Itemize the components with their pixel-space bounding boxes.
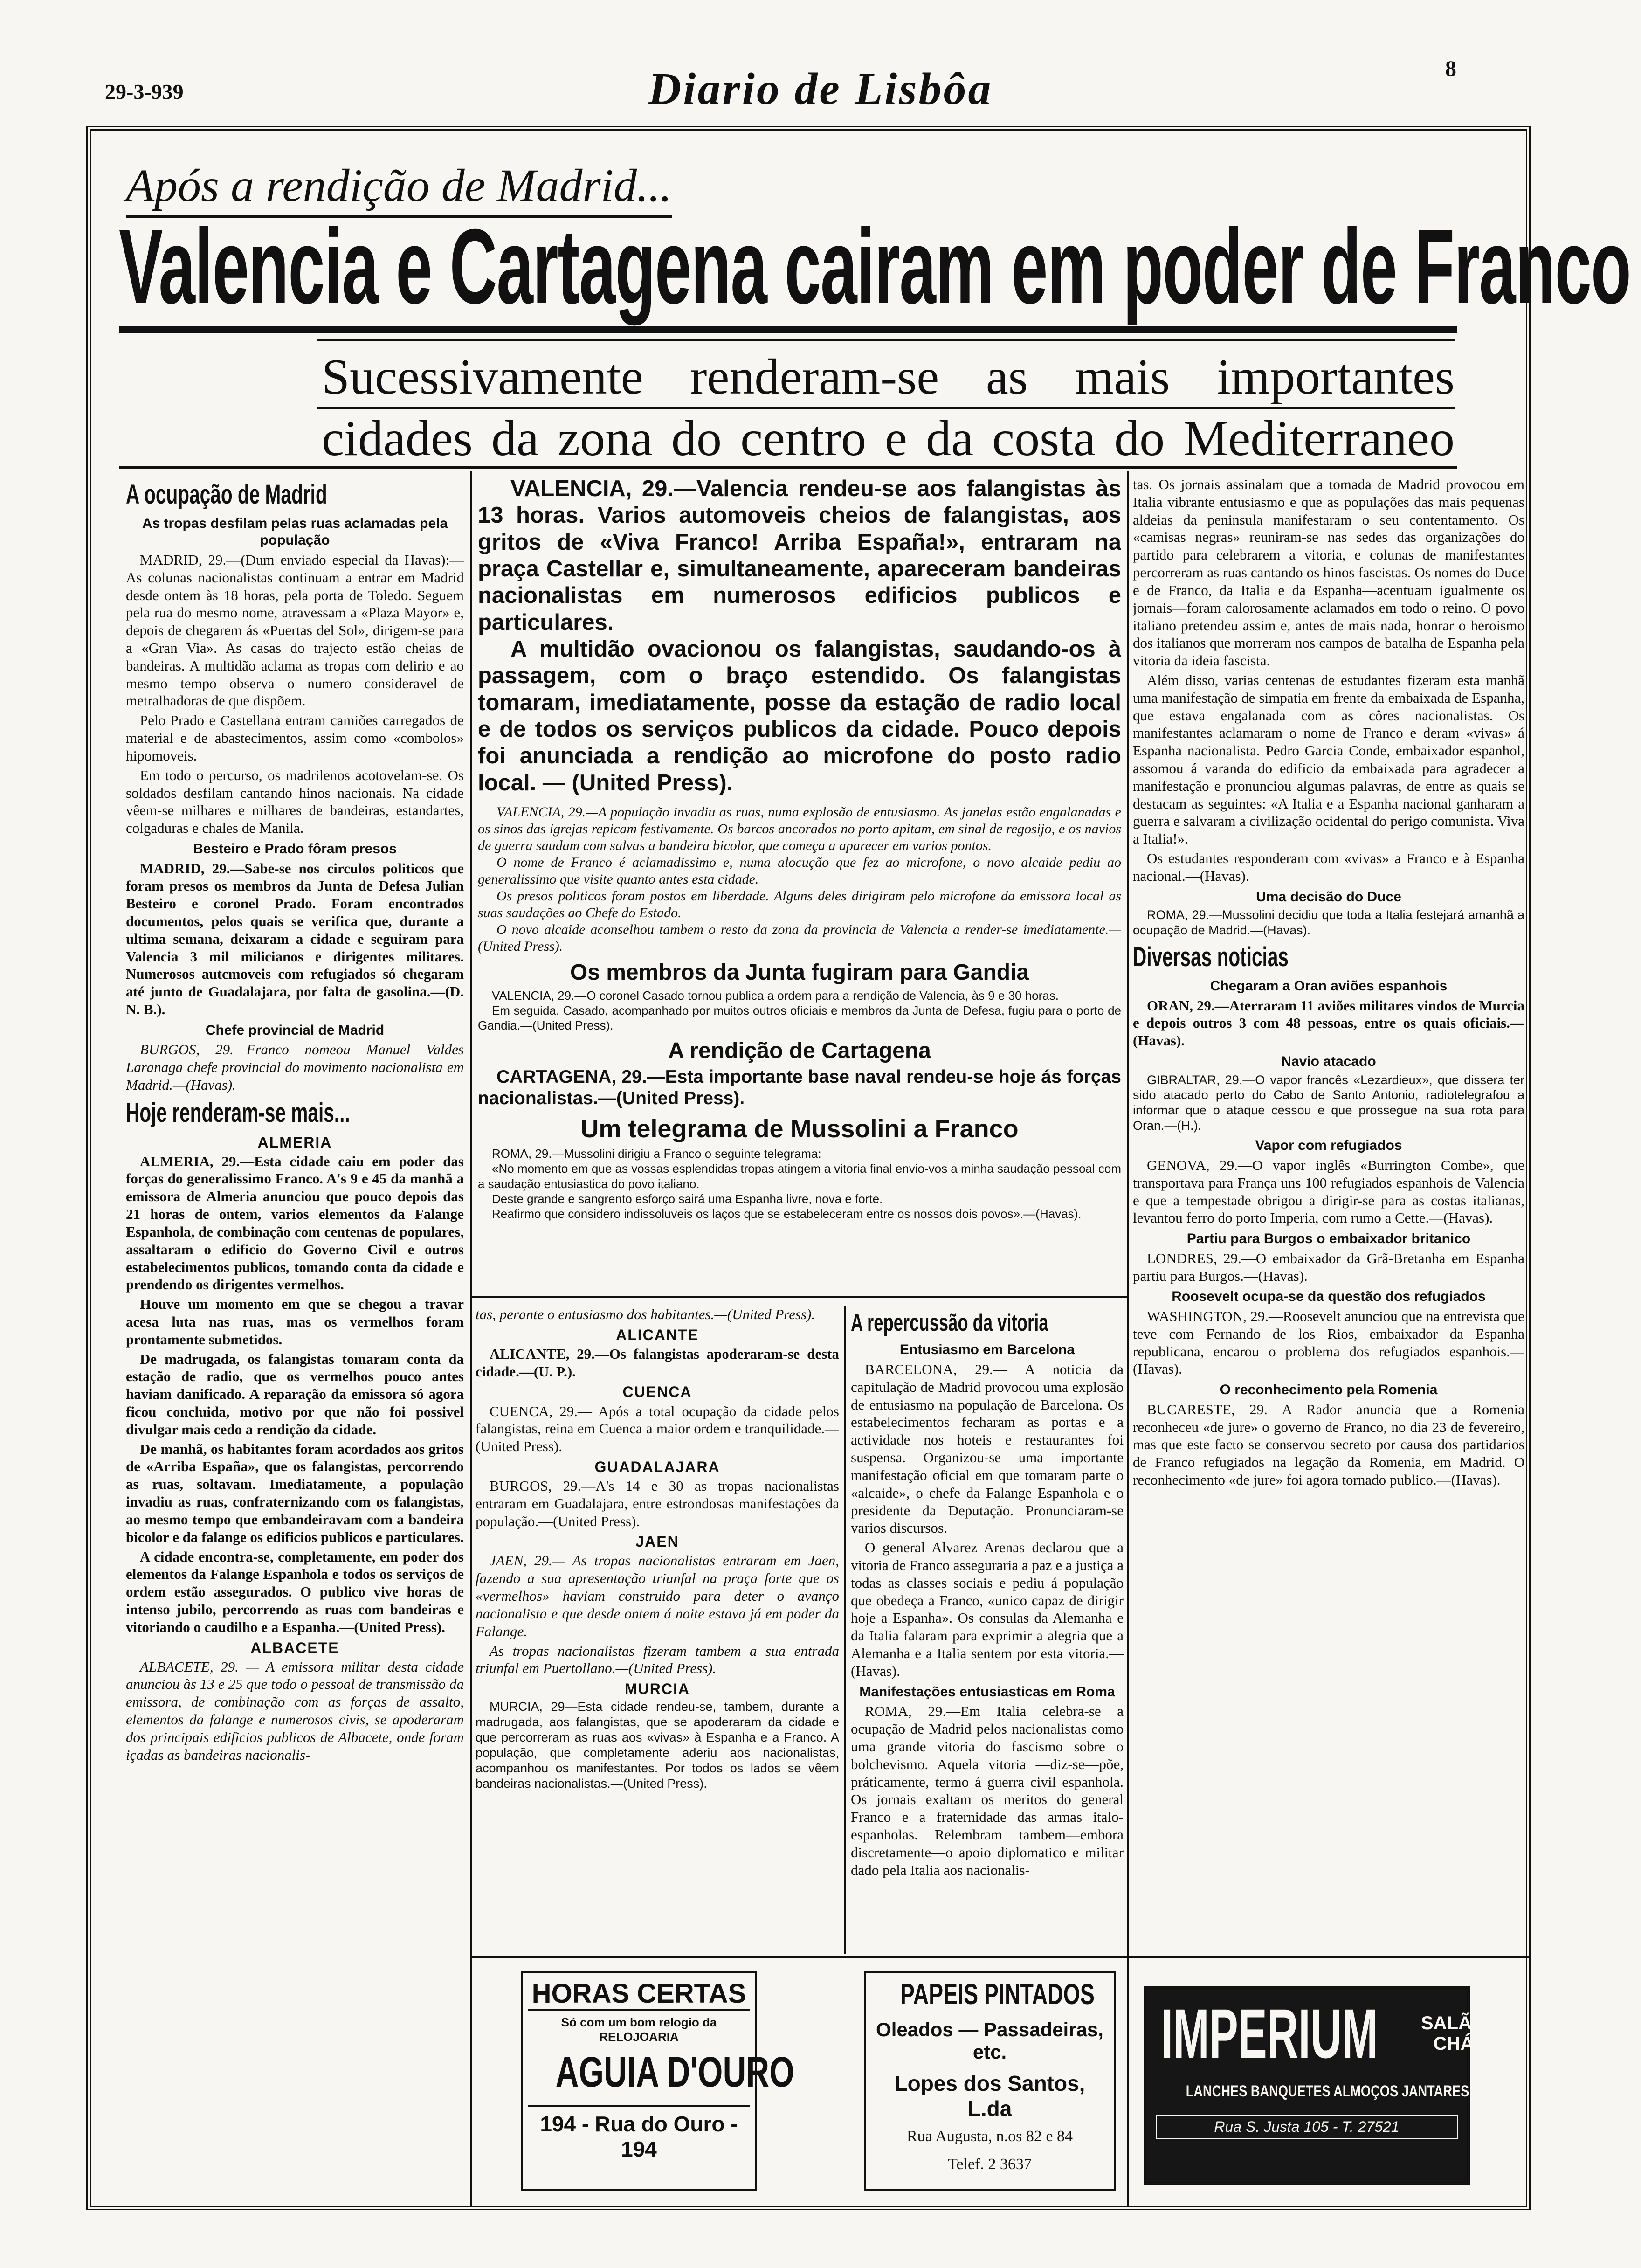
ad-line: Oleados — Passadeiras, etc.	[876, 2019, 1103, 2063]
ad-title: PAPEIS PINTADOS	[900, 1978, 1095, 2011]
paragraph: De madrugada, os falangistas tomaram conta da estação de radio, que os vermelhos pouco antes haviam danificado. A reparação da emissora só agora ficou concluida, motivo por que não foi possivel divulgar mais cedo a rendição da cidade.	[126, 1350, 464, 1438]
valencia-italic	[478, 804, 1121, 955]
center-block	[478, 476, 1121, 1294]
column-1	[126, 476, 464, 2206]
ad-brand: IMPERIUM	[1161, 1994, 1378, 2073]
paragraph: Os estudantes responderam com «vivas» a Franco e à Espanha nacional.—(Havas).	[1133, 850, 1524, 884]
ad-brand: AGUIA D'OURO	[555, 2048, 794, 2096]
subhead-chefe: Chefe provincial de Madrid	[205, 1022, 385, 1038]
lead-valencia	[478, 476, 1121, 796]
paragraph: O general Alvarez Arenas declarou que a vitoria de Franco asseguraria a paz e a justiça a todas as classes sociais e pediu á população que obedeça a Franco, «unico capaz de dirigir hoje a Espanha». Os consulas da Alemanha e da Italia falaram para exprimir a alegria que a Alemanha e a Italia sentem por esta vitoria.—(Havas).	[851, 1539, 1124, 1679]
lead-paragraph: VALENCIA, 29.—Valencia rendeu-se aos falangistas às 13 horas. Varios automoveis cheios de falangistas, aos gritos de «Viva Franco! Arriba España!», entraram na praça Castellar e, simultaneamente, apareceram bandeiras nacionalistas em numerosos edificios publicos e particulares.	[478, 476, 1121, 635]
subhead-duce: Uma decisão do Duce	[1256, 889, 1401, 905]
newspaper-title: Diario de Lisbôa	[648, 64, 993, 114]
paragraph: ROMA, 29.—Mussolini decidiu que toda a Italia festejará amanhã a ocupação de Madrid.—(Havas).	[1133, 908, 1524, 938]
ad-brand: Lopes dos Santos, L.da	[894, 2071, 1085, 2121]
paragraph: ALICANTE, 29.—Os falangistas apoderaram-se desta cidade.—(U. P.).	[476, 1345, 839, 1380]
paragraph: Em todo o percurso, os madrilenos acotovelam-se. Os soldados desfilam cantando hinos nacionais. Na cidade vêem-se milhares e milhares de bandeiras, estandartes, colgaduras e chales de Manila.	[126, 767, 464, 837]
paragraph: tas. Os jornais assinalam que a tomada de Madrid provocou em Italia vibrante entusiasmo e que as populações das mais pequenas aldeias da peninsula manifestaram o seu contentamento. Os «camisas negras» reuniram-se nas sedes das organizações do partido para celebrarem a vitoria, e colunas de manifestantes percorreram as ruas cantando os hinos fascistas. Os nomes do Duce e de Franco, da Italia e da Espanha—acentuam igualmente os jornais—foram calorosamente aclamados em todo o reino. O povo italiano pretendeu assim e, antes de mais nada, honrar o heroismo dos italianos que morreram nos campos de batalha de Espanha pela vitoria da ideia fascista.	[1133, 476, 1524, 669]
paragraph: ROMA, 29.—Em Italia celebra-se a ocupação de Madrid pelos nacionalistas como uma grande vitoria do fascismo sobre o bolchevismo. Aquela vitoria —diz-se—põe, práticamente, termo á guerra civil espanhola. Os jornais exaltam os meritos do general Franco e a fraternidade das armas italo-espanholas. Relembram tambem—embora discretamente—o apoio diplomatico e militar dado pela Italia aos nacionalis-	[851, 1703, 1124, 1878]
city-heading-alicante: ALICANTE	[616, 1326, 699, 1343]
paragraph: Pelo Prado e Castellana entram camiões carregados de material e de abastecimentos, assim como «combolos» hipomoveis.	[126, 712, 464, 764]
paragraph: Deste grande e sangrento esforço sairá uma Espanha livre, nova e forte.	[492, 1191, 883, 1206]
junta-text	[478, 988, 1121, 1033]
issue-date: 29-3-939	[105, 80, 184, 104]
paragraph: A cidade encontra-se, completamente, em poder dos elementos da Falange Espanhola e todos os serviços de ordem estão assegurados. O publico vive horas de intenso jubilo, percorrendo as ruas com bandeiras e vitoriando o caudilho e a Espanha.—(United Press).	[126, 1548, 464, 1635]
paragraph: Reafirmo que considero indissoluveis os laços que se estabeleceram entre os nossos dois povos».—(Havas).	[492, 1207, 1082, 1221]
paragraph: LONDRES, 29.—O embaixador da Grã-Bretanha em Espanha partiu para Burgos.—(Havas).	[1133, 1250, 1524, 1284]
ad-address: 194 - Rua do Ouro - 194	[528, 2105, 750, 2162]
subhead-vapor: Vapor com refugiados	[1255, 1138, 1402, 1154]
pretitle: Após a rendição de Madrid...	[126, 159, 672, 218]
section-title-diversas: Diversas noticias	[1133, 942, 1289, 973]
subhead-roma: Manifestações entusiasticas em Roma	[859, 1684, 1115, 1700]
paragraph: Houve um momento em que se chegou a travar acesa luta nas ruas, mas os vermelhos foram prontamente submetidos.	[126, 1296, 464, 1348]
ad-title: HORAS CERTAS	[528, 1978, 750, 2011]
city-heading-cuenca: CUENCA	[622, 1383, 692, 1401]
paragraph: Em seguida, Casado, acompanhado por muitos outros oficiais e membros da Junta de Defesa, fugiu para o porto de Gandia.—(United Press).	[478, 1003, 1121, 1033]
paragraph: VALENCIA, 29.—O coronel Casado tornou publica a ordem para a rendição de Valencia, às 9 e 30 horas.	[492, 988, 1059, 1003]
paragraph: BUCARESTE, 29.—A Rador anuncia que a Romenia reconheceu «de jure» o governo de Franco, no dia 23 de fevereiro, mas que este facto se conservou secreto por causa dos partidarios de Franco refugiados na legação da Romenia, em Madrid. O reconhecimento «de jure» foi agora tornado publico.—(Havas).	[1133, 1401, 1524, 1488]
paragraph: Os presos politicos foram postos em liberdade. Alguns deles dirigiram pelo microfone da emissora local as suas saudações ao Chefe do Estado.	[478, 888, 1121, 920]
city-heading-almeria: ALMERIA	[257, 1134, 332, 1151]
column-3-bottom	[851, 1306, 1124, 1954]
paragraph: tas, perante o entusiasmo dos habitantes.—(United Press).	[476, 1306, 815, 1322]
paragraph: JAEN, 29.— As tropas nacionalistas entraram em Jaen, fazendo a sua apresentação triunfal na praça forte que os «vermelhos» haviam construido para deter o avanço nacionalista e que desde ontem á noite estava já em poder da Falange.	[476, 1552, 839, 1639]
paragraph: MADRID, 29.—Sabe-se nos circulos politicos que foram presos os membros da Junta de Defesa Julian Besteiro e coronel Prado. Foram encontrados documentos, pelos quais se verifica que, durante a ultima semana, deixaram a cidade e seguiram para Valencia 3 mil milicianos e dirigentes militares. Numerosos autcmoveis com refugiados só chegaram até junto de Guadalajara, por falta de gasolina.—(D. N. B.).	[126, 860, 464, 1018]
paragraph: VALENCIA, 29.—A população invadiu as ruas, numa explosão de entusiasmo. As janelas estão engalanadas e os sinos das igrejas repicam festivamente. Os barcos ancorados no porto apitam, em sinal de regosijo, e os navios de guerra saudam com salvas a bandeira bicolor, que começa a aparecer em varios pontos.	[478, 804, 1121, 853]
paragraph: O nome de Franco é aclamadissimo e, numa alocução que fez ao microfone, o novo alcaide pediu ao generalissimo que visite quanto antes esta cidade.	[478, 854, 1121, 887]
headline: Valencia e Cartagena cairam em poder de Franco	[119, 207, 1631, 326]
mussolini-text	[478, 1146, 1121, 1221]
city-heading-guadalajara: GUADALAJARA	[594, 1458, 720, 1475]
subheadline-line2: cidades da zona do centro e da costa do Mediterraneo	[322, 411, 1455, 466]
ad-divider	[471, 1956, 1529, 1958]
subheadline-line1: Sucessivamente renderam-se as mais importantes	[322, 349, 1455, 405]
ad-line: Só com um bom relogio da RELOJOARIA	[561, 2015, 717, 2044]
ad-address: Rua S. Justa 105 - T. 27521	[1156, 2115, 1458, 2139]
paragraph: WASHINGTON, 29.—Roosevelt anunciou que na entrevista que teve com Fernando de los Rios, embaixador da Espanha republicana, encarou o problema dos refugiados espanhois.—(Havas).	[1133, 1307, 1524, 1377]
subhead-navio: Navio atacado	[1281, 1053, 1376, 1069]
ad-line: LANCHES BANQUETES ALMOÇOS JANTARES	[1186, 2082, 1469, 2100]
ad-imperium	[1144, 1986, 1486, 2185]
subhead-besteiro: Besteiro e Prado fôram presos	[193, 841, 397, 857]
ad-brand-row	[1156, 1994, 1486, 2073]
column-rule-3	[1127, 471, 1129, 2206]
paragraph: O novo alcaide aconselhou tambem o resto da zona da provincia de Valencia a render-se imediatamente.—(United Press).	[478, 921, 1121, 954]
section-title-hoje: Hoje renderam-se mais...	[126, 1097, 350, 1128]
paragraph: CARTAGENA, 29.—Esta importante base naval rendeu-se hoje ás forças nacionalistas.—(United Press).	[478, 1066, 1121, 1109]
paragraph: MADRID, 29.—(Dum enviado especial da Havas):—As colunas nacionalistas continuam a entrar em Madrid desde ontem às 18 horas, pela porta de Toledo. Seguem pela rua do mesmo nome, atravessam a «Plaza Mayor» e, depois de chegarem ás «Puertas del Sol», dirigem-se para a «Gran Via». As casas do trajecto estão cheias de bandeiras. A multidão aclama as tropas com delirio e ao mesmo tempo observa o numero consideravel de metralhadoras de que dispõem.	[126, 551, 464, 709]
column-rule-1	[470, 471, 472, 2206]
subhead-oran: Chegaram a Oran aviões espanhois	[1210, 978, 1448, 994]
ad-tag: SALÃO	[1421, 2013, 1486, 2033]
page-number: 8	[1445, 56, 1456, 81]
subheadline-rule-bottom	[119, 466, 1457, 469]
cartagena-text	[478, 1066, 1121, 1110]
heading-mussolini: Um telegrama de Mussolini a Franco	[580, 1115, 1019, 1143]
paragraph: BURGOS, 29.—A's 14 e 30 as tropas nacionalistas entraram em Guadalajara, entre estrondosas manifestações da população.—(United Press).	[476, 1477, 839, 1529]
column-2-bottom	[476, 1306, 839, 1954]
ad-phone: Telef. 2 3637	[948, 2156, 1032, 2173]
paragraph: ALBACETE, 29. — A emissora militar desta cidade anunciou às 13 e 25 que todo o pessoal de transmissão da emissora, de combinação com as forças de assalto, elementos da falange e numerosos civis, se apoderaram dos principais edificios publicos de Albacete, onde foram içadas as bandeiras nacionalis-	[126, 1658, 464, 1763]
subheadline-rule	[317, 407, 1455, 409]
city-heading-murcia: MURCIA	[625, 1680, 690, 1698]
subhead-romenia: O reconhecimento pela Romenia	[1220, 1382, 1438, 1398]
section-title-repercussao: A repercussão da vitoria	[851, 1309, 1048, 1336]
section-title-madrid: A ocupação de Madrid	[126, 479, 327, 510]
headline-rule-thin	[317, 339, 1455, 341]
subhead-embaixador: Partiu para Burgos o embaixador britanico	[1186, 1231, 1471, 1247]
headline-rule	[119, 326, 1457, 333]
paragraph: De manhã, os habitantes foram acordados aos gritos de «Arriba España», que os falangistas, percorrendo as ruas, soltavam. Imediatamente, a população invadiu as ruas, confraternizando com os falangistas, ao mesmo tempo que embandeiravam com a bandeira bicolor e da falange os edificios publicos e particulares.	[126, 1440, 464, 1545]
subhead-tropas: As tropas desfilam pelas ruas aclamadas pela população	[142, 515, 448, 548]
subhead-roosevelt: Roosevelt ocupa-se da questão dos refugiados	[1172, 1289, 1486, 1305]
ad-tag: CHÁ	[1433, 2033, 1474, 2054]
paragraph: GENOVA, 29.—O vapor inglês «Burrington Combe», que transportava para França uns 100 refugiados espanhois de Valencia e que a tempestade obrigou a dirigir-se para as costas italianas, levantou ferro do porto Imperia, com rumo a Cette.—(Havas).	[1133, 1156, 1524, 1226]
paragraph: As tropas nacionalistas fizeram tambem a sua entrada triunfal em Puertollano.—(United Press).	[476, 1642, 839, 1677]
city-heading-jaen: JAEN	[635, 1533, 679, 1550]
lead-paragraph: A multidão ovacionou os falangistas, saudando-os à passagem, com o braço estendido. Os falangistas tomaram, imediatamente, posse da estação de radio local e de todos os serviços publicos da cidade. Pouco depois foi anunciada a rendição ao microfone do posto radio local. — (United Press).	[478, 636, 1121, 795]
center-divider	[471, 1296, 1127, 1298]
ad-address: Rua Augusta, n.os 82 e 84	[906, 2128, 1073, 2145]
heading-junta: Os membros da Junta fugiram para Gandia	[570, 960, 1029, 985]
paragraph: BURGOS, 29.—Franco nomeou Manuel Valdes Laranaga chefe provincial do movimento nacionalista em Madrid.—(Havas).	[126, 1041, 464, 1093]
paragraph: Além disso, varias centenas de estudantes fizeram esta manhã uma manifestação de simpatia em frente da embaixada de Espanha, que estava engalanada com as côres nacionalistas. Os manifestantes aclamaram o nome de Franco e deram «vivas» á Espanha nacionalista. Pedro Garcia Conde, embaixador espanhol, assomou á varanda do edificio da embaixada para agradecer a manifestação e pronunciou algumas palavras, de entre as quais se destacam as seguintes: «A Italia e a Espanha nacional ganharam a guerra e salvaram a civilização ocidental do perigo comunista. Viva a Italia!».	[1133, 671, 1524, 847]
paragraph: «No momento em que as vossas esplendidas tropas atingem a vitoria final envio-vos a minha saudação pessoal com a saudação entusiastica do povo italiano.	[478, 1162, 1121, 1191]
city-heading-albacete: ALBACETE	[250, 1639, 339, 1656]
heading-cartagena: A rendição de Cartagena	[668, 1038, 931, 1063]
ad-tags	[1421, 2013, 1486, 2054]
paragraph: ORAN, 29.—Aterraram 11 aviões militares vindos de Murcia e depois outros 3 com 48 pessoas, entre os quais oficiais.—(Havas).	[1133, 997, 1524, 1049]
paragraph: ALMERIA, 29.—Esta cidade caiu em poder das forças do generalissimo Franco. A's 9 e 45 da manhã a emissora de Almeria anunciou que pouco depois das 21 horas de ontem, varios elementos da Falange Espanhola, de combinação com centenas de populares, assaltaram o edificio do Governo Civil e outros estabelecimentos publicos, tomando conta da cidade e prendendo os dirigentes vermelhos.	[126, 1153, 464, 1293]
column-rule-2	[844, 1306, 846, 1954]
paragraph: GIBRALTAR, 29.—O vapor francês «Lezardieux», que dissera ter sido atacado perto do Cabo de Santo Antonio, radiotelegrafou a informar que o ataque cessou e que prossegue na sua rota para Oran.—(H.).	[1133, 1072, 1524, 1133]
paragraph: CUENCA, 29.— Após a total ocupação da cidade pelos falangistas, reina em Cuenca a maior ordem e tranquilidade.—(United Press).	[476, 1403, 839, 1455]
column-4	[1133, 476, 1524, 1954]
subhead-barcelona: Entusiasmo em Barcelona	[899, 1342, 1075, 1358]
paragraph: ROMA, 29.—Mussolini dirigiu a Franco o seguinte telegrama:	[492, 1147, 821, 1161]
ad-horas-certas	[521, 1971, 794, 2191]
paragraph: MURCIA, 29—Esta cidade rendeu-se, tambem, durante a madrugada, aos falangistas, que se apoderaram da cidade e que percorreram as ruas aos «vivas» à Espanha e a Franco. A população, que completamente aderiu aos nacionalistas, acompanhou os manifestantes. Por todos os lados se vêem bandeiras nacionalistas.—(United Press).	[476, 1700, 839, 1791]
ad-papeis-pintados	[864, 1971, 1116, 2191]
paragraph: BARCELONA, 29.— A noticia da capitulação de Madrid provocou uma explosão de entusiasmo na população de Barcelona. Os estabelecimentos fecharam as portas e a actividade nos hoteis e restaurantes foi suspensa. Organizou-se uma importante manifestação oficial em que tomaram parte o «alcaide», o chefe da Falange Espanhola e o presidente da Deputação. Pronunciaram-se varios discursos.	[851, 1361, 1124, 1536]
